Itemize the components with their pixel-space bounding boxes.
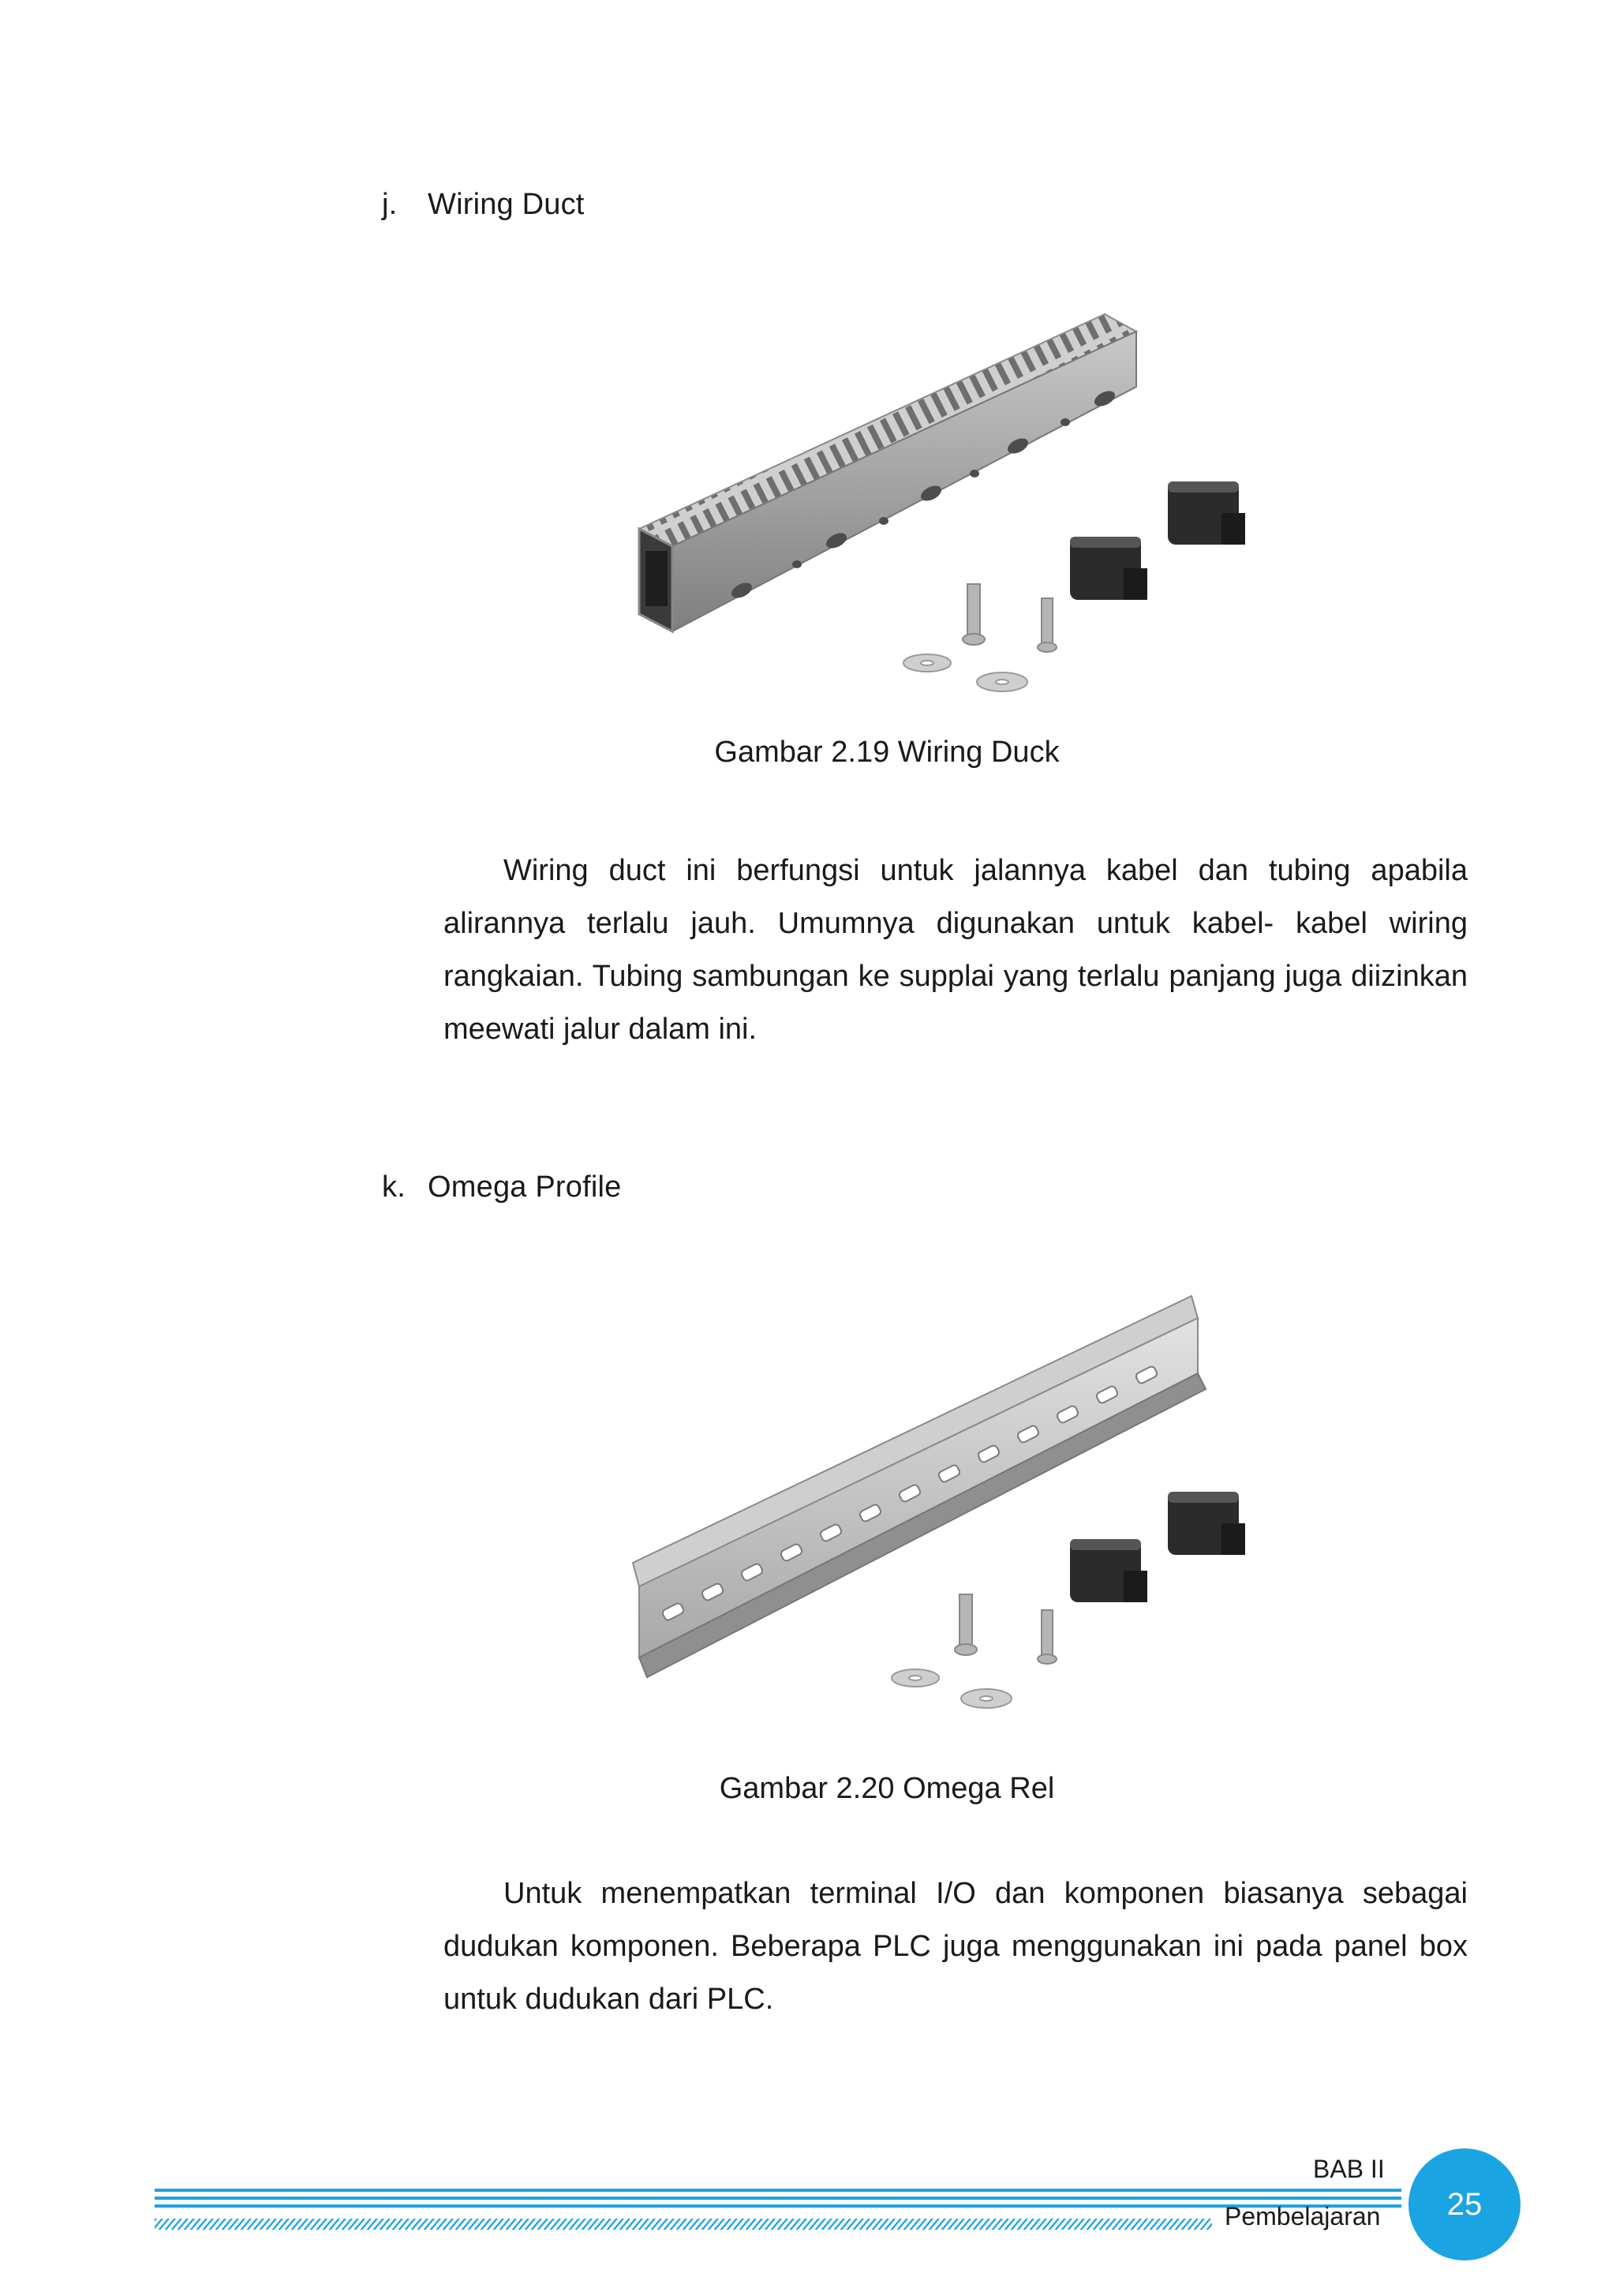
figure-caption: Gambar 2.20 Omega Rel [719, 1772, 1055, 1805]
section-marker: k. [382, 1170, 406, 1204]
section-title: Wiring Duct [428, 188, 585, 221]
omega-rail-image [615, 1287, 1286, 1729]
section-heading-j [382, 188, 585, 222]
section-title: Omega Profile [428, 1170, 622, 1204]
section-label: Pembelajaran [1225, 2202, 1381, 2230]
paragraph-wiring-duct: Wiring duct ini berfungsi untuk jalannya kabel dan tubing apabila alirannya terlalu jauh. Umumnya digunakan untuk kabel- kabel wiring rangkaian. Tubing sambungan ke supplai yang terlalu panjang juga diizinkan meewati jalur dalam ini. [443, 854, 1468, 1046]
wiring-duct-image [623, 300, 1286, 710]
page-number-badge [1408, 2148, 1521, 2260]
paragraph-omega-profile: Untuk menempatkan terminal I/O dan komponen biasanya sebagai dudukan komponen. Beberapa PLC juga menggunakan ini pada panel box untuk dudukan dari PLC. [443, 1877, 1468, 2016]
figure-caption: Gambar 2.19 Wiring Duck [714, 736, 1060, 769]
section-marker: j. [382, 188, 398, 221]
chapter-label: BAB II [1313, 2155, 1385, 2183]
footer-decorative-lines [155, 2189, 1401, 2236]
section-heading-k [382, 1170, 621, 1204]
page-number: 25 [1446, 2186, 1483, 2222]
